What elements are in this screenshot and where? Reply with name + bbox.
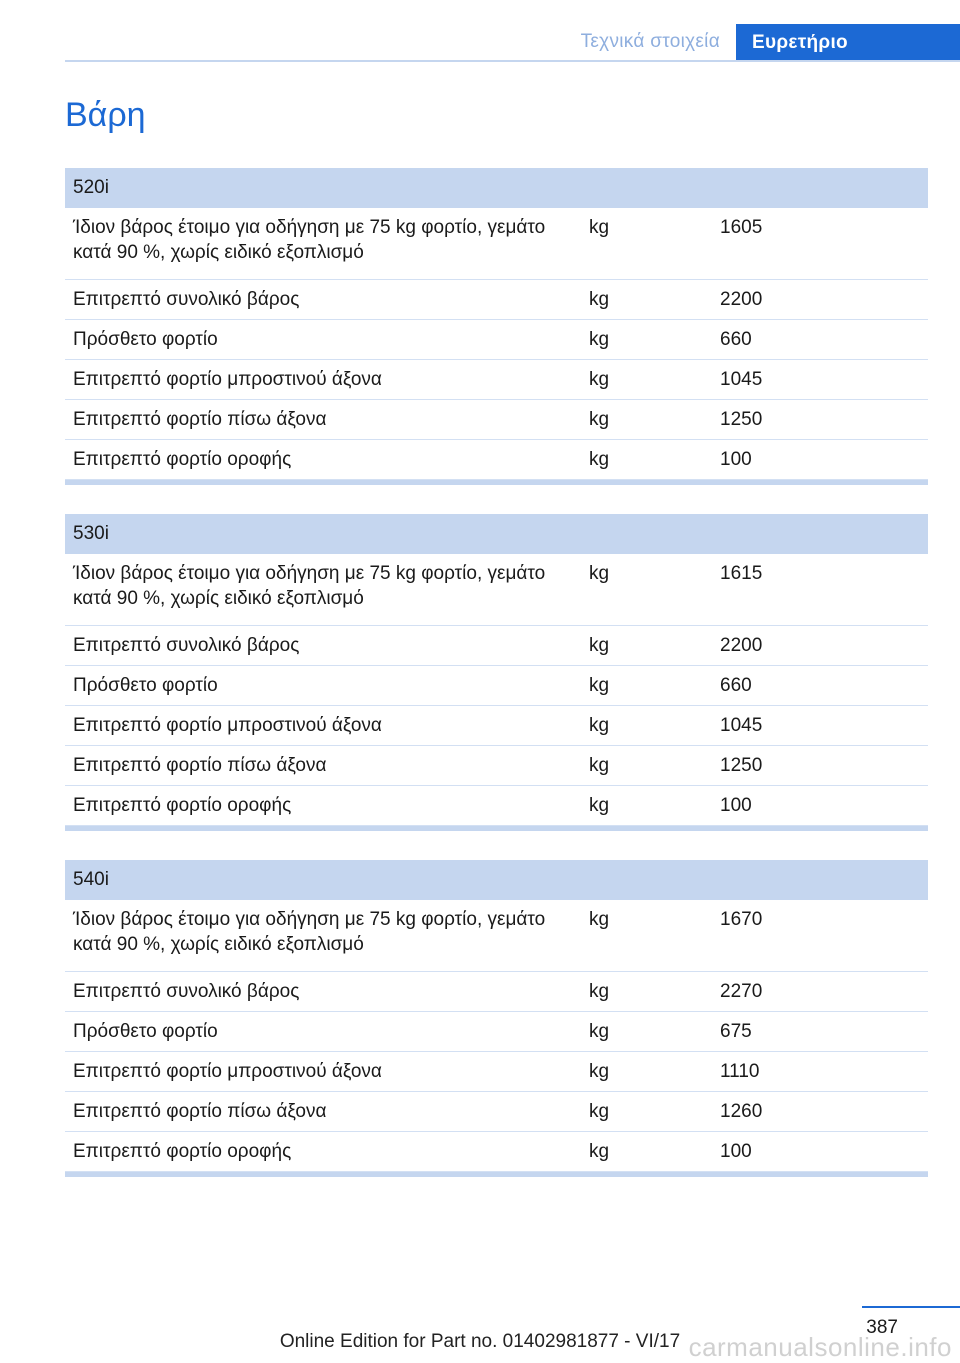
tab-index[interactable]: Ευρετήριο [736, 24, 960, 62]
row-unit: kg [589, 289, 610, 310]
table-row [65, 746, 928, 786]
row-label: Επιτρεπτό συνολικό βάρος [73, 289, 300, 310]
table-row [65, 786, 928, 826]
row-value: 1260 [720, 1101, 763, 1122]
table-row [65, 440, 928, 480]
row-label: Επιτρεπτό φορτίο οροφής [73, 1141, 292, 1162]
row-unit: kg [589, 1141, 610, 1162]
row-value: 2200 [720, 635, 763, 656]
top-navigation [65, 24, 960, 62]
row-unit: kg [589, 675, 610, 696]
row-label: Επιτρεπτό φορτίο μπροστινού άξονα [73, 715, 382, 736]
row-unit: kg [589, 217, 610, 238]
table-row [65, 400, 928, 440]
table-row [65, 626, 928, 666]
nav-divider [65, 60, 960, 62]
row-unit: kg [589, 329, 610, 350]
spec-table-530i [65, 514, 928, 831]
table-row [65, 972, 928, 1012]
row-label: Επιτρεπτό φορτίο πίσω άξονα [73, 1101, 327, 1122]
table-end-rule [65, 480, 928, 485]
row-value: 1250 [720, 755, 763, 776]
row-label: Επιτρεπτό φορτίο οροφής [73, 795, 292, 816]
model-header: 530i [65, 514, 928, 554]
table-row [65, 666, 928, 706]
watermark: carmanualsonline.info [688, 1332, 952, 1362]
row-value: 2200 [720, 289, 763, 310]
row-label: Ίδιον βάρος έτοιμο για οδήγηση με 75 kg φορτίο, γεμάτο κατά 90 %, χωρίς ειδικό εξοπλισμό [73, 217, 546, 263]
row-value: 100 [720, 795, 752, 816]
row-unit: kg [589, 563, 610, 584]
footer-divider [862, 1306, 960, 1308]
row-unit: kg [589, 635, 610, 656]
row-value: 100 [720, 1141, 752, 1162]
row-unit: kg [589, 909, 610, 930]
row-label: Επιτρεπτό φορτίο μπροστινού άξονα [73, 1061, 382, 1082]
row-value: 660 [720, 329, 752, 350]
row-value: 100 [720, 449, 752, 470]
row-label: Επιτρεπτό συνολικό βάρος [73, 635, 300, 656]
row-value: 1045 [720, 369, 763, 390]
row-value: 1605 [720, 217, 763, 238]
row-label: Επιτρεπτό φορτίο πίσω άξονα [73, 409, 327, 430]
row-unit: kg [589, 409, 610, 430]
row-label: Πρόσθετο φορτίο [73, 1021, 218, 1042]
row-label: Ίδιον βάρος έτοιμο για οδήγηση με 75 kg φορτίο, γεμάτο κατά 90 %, χωρίς ειδικό εξοπλισμό [73, 909, 546, 955]
page-title: Βάρη [65, 96, 146, 134]
tab-technical-data[interactable]: Τεχνικά στοιχεία [580, 31, 720, 52]
table-row [65, 1092, 928, 1132]
table-row [65, 320, 928, 360]
row-value: 1110 [720, 1061, 760, 1082]
row-label: Επιτρεπτό φορτίο μπροστινού άξονα [73, 369, 382, 390]
row-unit: kg [589, 1101, 610, 1122]
row-value: 1250 [720, 409, 763, 430]
table-row [65, 208, 928, 280]
row-value: 1615 [720, 563, 763, 584]
row-value: 1670 [720, 909, 763, 930]
table-row [65, 706, 928, 746]
row-label: Ίδιον βάρος έτοιμο για οδήγηση με 75 kg φορτίο, γεμάτο κατά 90 %, χωρίς ειδικό εξοπλισμό [73, 563, 546, 609]
page-number: 387 [866, 1317, 898, 1338]
row-unit: kg [589, 1061, 610, 1082]
row-unit: kg [589, 1021, 610, 1042]
row-unit: kg [589, 369, 610, 390]
spec-table-540i [65, 860, 928, 1177]
row-value: 2270 [720, 981, 763, 1002]
table-end-rule [65, 826, 928, 831]
row-label: Επιτρεπτό φορτίο οροφής [73, 449, 292, 470]
row-label: Πρόσθετο φορτίο [73, 675, 218, 696]
table-end-rule [65, 1172, 928, 1177]
row-label: Επιτρεπτό συνολικό βάρος [73, 981, 300, 1002]
table-row [65, 554, 928, 626]
row-unit: kg [589, 795, 610, 816]
row-value: 1045 [720, 715, 763, 736]
table-row [65, 1012, 928, 1052]
row-unit: kg [589, 449, 610, 470]
row-label: Πρόσθετο φορτίο [73, 329, 218, 350]
model-header: 520i [65, 168, 928, 208]
table-row [65, 280, 928, 320]
row-unit: kg [589, 981, 610, 1002]
row-unit: kg [589, 715, 610, 736]
weights-tables [65, 168, 928, 1177]
row-value: 660 [720, 675, 752, 696]
row-unit: kg [589, 755, 610, 776]
model-header: 540i [65, 860, 928, 900]
table-row [65, 1132, 928, 1172]
spec-table-520i [65, 168, 928, 485]
edition-note: Online Edition for Part no. 01402981877 - VI/17 [279, 1331, 681, 1352]
table-row [65, 1052, 928, 1092]
table-row [65, 360, 928, 400]
row-value: 675 [720, 1021, 752, 1042]
table-row [65, 900, 928, 972]
row-label: Επιτρεπτό φορτίο πίσω άξονα [73, 755, 327, 776]
